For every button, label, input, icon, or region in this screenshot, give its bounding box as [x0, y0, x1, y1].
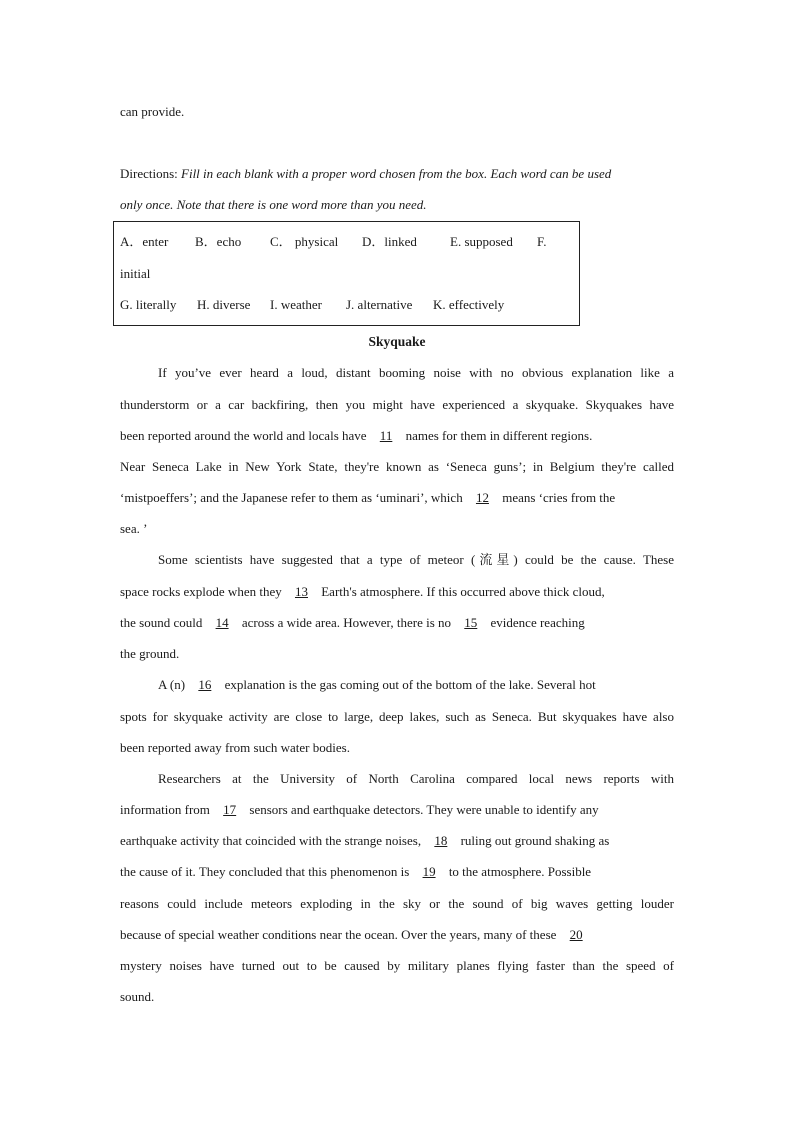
para4-line: reasons could include meteors exploding in the sky or the sound of big waves getting louder [120, 896, 674, 911]
para3-line: spots for skyquake activity are close to large, deep lakes, such as Seneca. But skyquakes have also [120, 709, 674, 724]
para1-line: thunderstorm or a car backfiring, then you might have experienced a skyquake. Skyquakes have [120, 397, 674, 412]
para2-line: Some scientists have suggested that a type of meteor (流星) could be the cause. These [158, 552, 674, 567]
directions-label: Directions: [120, 166, 178, 181]
blank-11: 11 [379, 428, 393, 443]
blank-20: 20 [569, 927, 583, 942]
text-span: A (n) [158, 677, 186, 692]
text-span: earthquake activity that coincided with the strange noises, [120, 833, 422, 848]
para1-line: sea. ’ [120, 521, 148, 536]
para4-line [120, 864, 591, 880]
word-option: A．enter [120, 234, 169, 249]
blank-15: 15 [464, 615, 478, 630]
word-option: C． physical [270, 234, 339, 249]
text-span: been reported around the world and locals have [120, 428, 367, 443]
para2-line [120, 615, 585, 631]
blank-17: 17 [223, 802, 237, 817]
word-option: E. supposed [450, 234, 513, 249]
para2-line: the ground. [120, 646, 180, 661]
word-option: F. [537, 234, 547, 249]
word-option: B．echo [195, 234, 242, 249]
directions-line-1 [120, 166, 611, 182]
text-span: to the atmosphere. Possible [448, 864, 592, 879]
para4-line: mystery noises have turned out to be caused by military planes flying faster than the speed of [120, 958, 674, 973]
text-span: sensors and earthquake detectors. They were unable to identify any [249, 802, 599, 817]
para4-line: Researchers at the University of North Carolina compared local news reports with [158, 771, 674, 786]
para1-line [120, 428, 592, 444]
blank-18: 18 [434, 833, 448, 848]
para3-line [158, 677, 596, 693]
text-span: Earth's atmosphere. If this occurred above thick cloud, [321, 584, 605, 599]
para4-line [120, 802, 599, 818]
text-span: names for them in different regions. [405, 428, 593, 443]
blank-13: 13 [294, 584, 308, 599]
blank-16: 16 [198, 677, 212, 692]
text-span: information from [120, 802, 210, 817]
para4-line: sound. [120, 989, 155, 1004]
text-span: evidence reaching [490, 615, 585, 630]
text-span: explanation is the gas coming out of the bottom of the lake. Several hot [224, 677, 596, 692]
blank-19: 19 [422, 864, 436, 879]
directions-text-1: Fill in each blank with a proper word chosen from the box. Each word can be used [181, 166, 612, 181]
word-option: initial [120, 266, 151, 281]
text-span: across a wide area. However, there is no [241, 615, 452, 630]
text-span: ‘mistpoeffers’; and the Japanese refer to them as ‘uminari’, which [120, 490, 463, 505]
para4-line [120, 833, 609, 849]
intro-fragment: can provide. [120, 104, 185, 119]
para2-line [120, 584, 605, 600]
word-option: I. weather [270, 297, 322, 312]
word-option: H. diverse [197, 297, 251, 312]
blank-14: 14 [215, 615, 229, 630]
text-span: space rocks explode when they [120, 584, 282, 599]
text-span: means ‘cries from the [502, 490, 616, 505]
text-span: because of special weather conditions near the ocean. Over the years, many of these [120, 927, 557, 942]
para4-line [120, 927, 587, 943]
word-option: D．linked [362, 234, 417, 249]
para3-line: been reported away from such water bodies. [120, 740, 350, 755]
text-span: ruling out ground shaking as [460, 833, 610, 848]
para1-line: If you’ve ever heard a loud, distant booming noise with no obvious explanation like a [158, 365, 674, 380]
blank-12: 12 [475, 490, 489, 505]
word-option: J. alternative [346, 297, 413, 312]
word-option: K. effectively [433, 297, 505, 312]
word-option: G. literally [120, 297, 177, 312]
para1-line: Near Seneca Lake in New York State, they're known as ‘Seneca guns’; in Belgium they're called [120, 459, 674, 474]
directions-line-2: only once. Note that there is one word more than you need. [120, 197, 427, 212]
text-span: the cause of it. They concluded that this phenomenon is [120, 864, 410, 879]
para1-line [120, 490, 615, 506]
text-span: the sound could [120, 615, 203, 630]
passage-title: Skyquake [368, 334, 426, 349]
